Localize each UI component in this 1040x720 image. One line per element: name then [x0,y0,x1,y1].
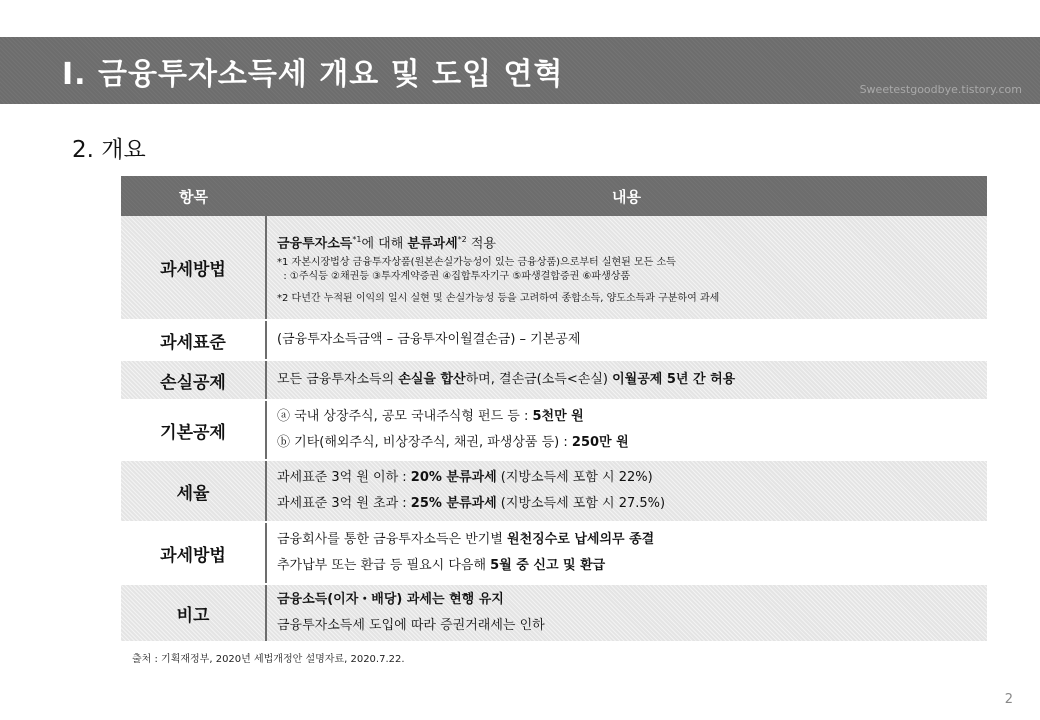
text: (금융투자소득금액 – 금융투자이월결손금) – 기본공제 [277,332,581,347]
table-row [121,522,987,584]
row-content [266,522,987,584]
row-content [266,460,987,522]
text-bold: 금융투자소득 [277,236,353,252]
table-row [121,360,987,400]
watermark: Sweetestgoodbye.tistory.com [859,83,1022,96]
row-content [266,400,987,460]
text-bold: 분류과세 [407,236,458,252]
section-subtitle: 2. 개요 [72,137,146,163]
footnote-1: *1 자본시장법상 금융투자상품(원본손실가능성이 있는 금융상품)으로부터 실현된 모든 소득 [277,256,676,268]
text-bold: 5월 중 신고 및 환급 [490,558,606,573]
row-label: 손실공제 [121,360,266,400]
header-item: 항목 [121,176,266,216]
source-note: 출처 : 기획재정부, 2020년 세법개정안 설명자료, 2020.7.22. [132,654,405,665]
text: (지방소득세 포함 시 22%) [496,470,653,485]
text: 에 대해 [361,236,408,252]
row-label: 과세표준 [121,320,266,360]
row-label: 기본공제 [121,400,266,460]
table-row [121,320,987,360]
row-label: 비고 [121,584,266,642]
text: (지방소득세 포함 시 27.5%) [496,496,666,511]
footnote-mark: *1 [352,235,362,245]
text-bold: 25% 분류과세 [410,496,497,511]
title-bar [0,37,1040,104]
text-bold: 250만 원 [571,435,629,450]
table-row [121,584,987,642]
footnote-1-list: : ①주식등 ②채권등 ③투자계약증권 ④집합투자기구 ⑤파생결합증권 ⑥파생상품 [277,270,631,282]
text: 추가납부 또는 환급 등 필요시 다음해 [277,558,491,573]
row-label: 과세방법 [121,216,266,320]
slide-title: I. 금융투자소득세 개요 및 도입 연혁 [62,57,564,92]
row-label: 과세방법 [121,522,266,584]
text: 과세표준 3억 원 이하 : [277,470,411,485]
row-content [266,216,987,320]
text-bold: 손실을 합산 [398,372,466,387]
table-row [121,460,987,522]
table-row [121,216,987,320]
row-label: 세율 [121,460,266,522]
header-content: 내용 [266,176,987,216]
text: ⓑ 기타(해외주식, 비상장주식, 채권, 파생상품 등) : [277,435,572,450]
text: ⓐ 국내 상장주식, 공모 국내주식형 펀드 등 : [277,409,533,424]
row-content [266,584,987,642]
text-bold: 20% 분류과세 [410,470,497,485]
text-bold: 원천징수로 납세의무 종결 [507,532,655,547]
page-number: 2 [1004,692,1013,707]
text-bold: 5천만 원 [532,409,584,424]
table-header-row [121,176,987,216]
text: 금융회사를 통한 금융투자소득은 반기별 [277,532,508,547]
row-content [266,360,987,400]
text: 하며, 결손금(소득<손실) [465,372,613,387]
text: 적용 [466,236,496,252]
text-bold: 금융소득(이자・배당) 과세는 현행 유지 [277,592,504,607]
overview-table [121,176,987,643]
row-content [266,320,987,360]
text: 금융투자소득세 도입에 따라 증권거래세는 인하 [277,618,545,633]
table-row [121,400,987,460]
text: 과세표준 3억 원 초과 : [277,496,411,511]
footnote-mark: *2 [457,235,467,245]
footnote-2: *2 다년간 누적된 이익의 일시 실현 및 손실가능성 등을 고려하여 종합소득, 양도소득과 구분하여 과세 [277,292,720,304]
text: 모든 금융투자소득의 [277,372,399,387]
text-bold: 이월공제 5년 간 허용 [612,372,736,387]
